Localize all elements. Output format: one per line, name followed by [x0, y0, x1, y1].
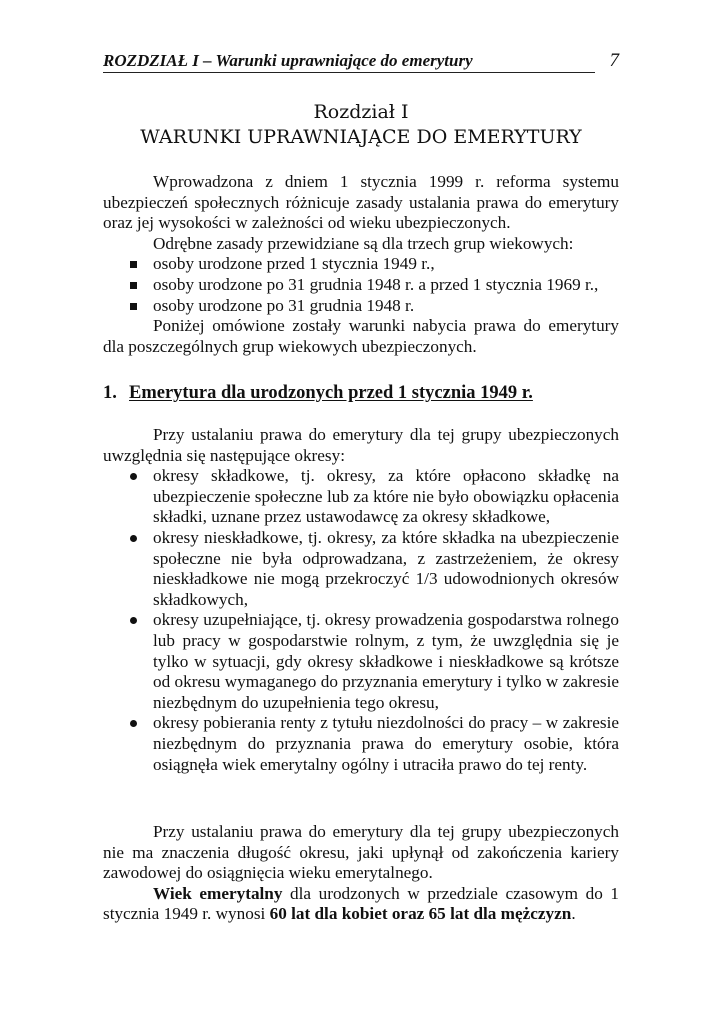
- list-item: okresy nieskładkowe, tj. okresy, za które składka na ubezpieczenie społeczne nie była odprowadzana, z zastrzeżeniem, że okresy nieskładkowe nie mogą przekroczyć 1/3 udowodnionych okresów składkowych,: [103, 528, 619, 610]
- disc-bullet-icon: [130, 720, 137, 727]
- list-item: osoby urodzone przed 1 stycznia 1949 r.,: [103, 254, 619, 275]
- list-item: okresy uzupełniające, tj. okresy prowadzenia gospodarstwa rolnego lub pracy w gospodarstwie rolnym, z tym, że uwzględnia się je tylko w sytuacji, gdy okresy składkowe i nieskładkowe są krótsze od okresu wymaganego do przyznania emerytury i tylko w zakresie niezbędnym do uzupełnienia tego okresu,: [103, 610, 619, 713]
- retirement-age-label: Wiek emerytalny: [153, 883, 283, 903]
- square-bullet-icon: [130, 303, 137, 310]
- retirement-age-values: 60 lat dla kobiet oraz 65 lat dla mężczyzn: [269, 904, 572, 924]
- section-1-closing: [103, 822, 619, 925]
- intro-paragraph-2: Odrębne zasady przewidziane są dla trzech grup wiekowych:: [153, 233, 574, 253]
- square-bullet-icon: [130, 282, 137, 289]
- chapter-title: [103, 100, 619, 150]
- section-1-body: [103, 425, 619, 775]
- section-number: 1.: [103, 383, 117, 403]
- header-rule: [103, 72, 595, 73]
- running-header: [103, 50, 619, 74]
- running-header-title: ROZDZIAŁ I – Warunki uprawniające do emerytury: [103, 51, 473, 70]
- disc-bullet-icon: [130, 473, 137, 480]
- periods-list: [103, 466, 619, 775]
- intro-section: [103, 172, 619, 357]
- intro-paragraph-3: Poniżej omówione zostały warunki nabycia prawa do emerytury dla poszczególnych grup wiekowych ubezpieczonych.: [103, 316, 619, 356]
- section-paragraph-1: Przy ustalaniu prawa do emerytury dla tej grupy ubezpieczonych uwzględnia się następujące okresy:: [103, 425, 619, 465]
- section-title: Emerytura dla urodzonych przed 1 stycznia 1949 r.: [129, 383, 533, 403]
- section-heading: [103, 381, 619, 405]
- section-paragraph-2: Przy ustalaniu prawa do emerytury dla tej grupy ubezpieczonych nie ma znaczenia długość okresu, jaki upłynął od zakończenia kariery zawodowej do osiągnięcia wieku emerytalnego.: [103, 822, 619, 883]
- section-paragraph-3: Wiek emerytalny dla urodzonych w przedziale czasowym do 1 stycznia 1949 r. wynosi 60 lat dla kobiet oraz 65 lat dla mężczyzn.: [103, 883, 619, 924]
- disc-bullet-icon: [130, 535, 137, 542]
- list-item: osoby urodzone po 31 grudnia 1948 r. a przed 1 stycznia 1969 r.,: [103, 275, 619, 296]
- disc-bullet-icon: [130, 617, 137, 624]
- list-item: okresy pobierania renty z tytułu niezdolności do pracy – w zakresie niezbędnym do przyznania prawa do emerytury osobie, która osiągnęła wiek emerytalny ogólny i utraciła prawo do tej renty.: [103, 713, 619, 775]
- page-number: 7: [609, 50, 619, 71]
- list-item: okresy składkowe, tj. okresy, za które opłacono składkę na ubezpieczenie społeczne lub za które nie było obowiązku opłacenia składki, uznane przez ustawodawcę za okresy składkowe,: [103, 466, 619, 528]
- square-bullet-icon: [130, 261, 137, 268]
- chapter-heading: WARUNKI UPRAWNIAJĄCE DO EMERYTURY: [140, 126, 582, 148]
- chapter-label: Rozdział I: [313, 101, 409, 123]
- intro-paragraph-1: Wprowadzona z dniem 1 stycznia 1999 r. reforma systemu ubezpieczeń społecznych różnicuje zasady ustalania prawa do emerytury oraz jej wysokości w zależności od wieku ubezpieczonych.: [103, 172, 619, 233]
- age-groups-list: [103, 254, 619, 316]
- list-item: osoby urodzone po 31 grudnia 1948 r.: [103, 296, 619, 317]
